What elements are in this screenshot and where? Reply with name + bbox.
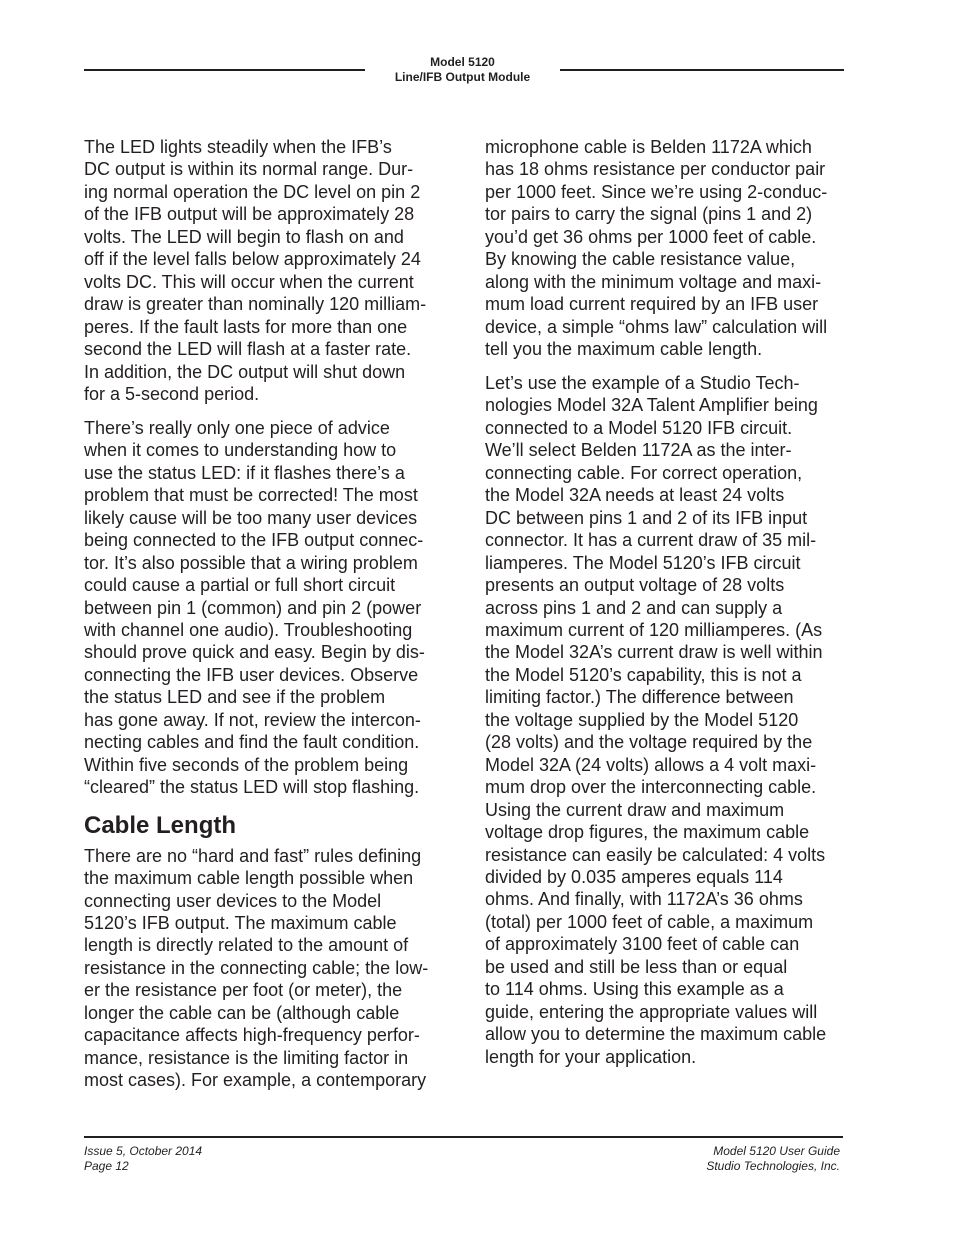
footer-right (706, 1144, 840, 1174)
text-line: when it comes to understanding how to (84, 440, 397, 461)
text-line: limiting factor.) The difference between (485, 687, 794, 708)
text-line: use the status LED: if it flashes there’s a (84, 462, 405, 483)
text-line: mum drop over the interconnecting cable. (485, 777, 817, 798)
text-line: volts DC. This will occur when the current (84, 271, 414, 292)
text-line: necting cables and find the fault condition. (84, 732, 420, 753)
text-line: the maximum cable length possible when (84, 868, 414, 889)
text-line: capacitance affects high-frequency perfor- (84, 1025, 420, 1046)
text-line: problem that must be corrected! The most (84, 485, 418, 506)
text-line: tell you the maximum cable length. (485, 339, 763, 360)
text-line: between pin 1 (common) and pin 2 (power (84, 597, 422, 618)
text-line: has 18 ohms resistance per conductor pair (485, 159, 826, 180)
text-line: length is directly related to the amount of (84, 935, 409, 956)
text-line: 5120’s IFB output. The maximum cable (84, 913, 397, 933)
section-heading: Cable Length (84, 811, 237, 839)
text-line: mum load current required by an IFB user (485, 294, 819, 315)
text-line: Within five seconds of the problem being (84, 754, 409, 775)
text-line: divided by 0.035 amperes equals 114 (485, 867, 783, 887)
text-line: could cause a partial or full short circuit (84, 575, 396, 596)
text-line: should prove quick and easy. Begin by dis- (84, 642, 425, 663)
text-line: the Model 32A needs at least 24 volts (485, 485, 785, 506)
text-line: connector. It has a current draw of 35 mil- (485, 530, 817, 551)
text-line: connected to a Model 5120 IFB circuit. (485, 417, 793, 438)
text-line: DC output is within its normal range. Dur- (84, 159, 414, 180)
text-line: per 1000 feet. Since we’re using 2-conduc- (485, 181, 828, 202)
text-line: ing normal operation the DC level on pin 2 (84, 181, 421, 202)
text-line: you’d get 36 ohms per 1000 feet of cable. (485, 226, 817, 247)
paragraph (485, 372, 827, 1068)
header-rule-right (560, 69, 844, 71)
text-line: Model 32A (24 volts) allows a 4 volt maxi- (485, 754, 817, 775)
text-line: device, a simple “ohms law” calculation will (485, 316, 828, 337)
text-line: “cleared” the status LED will stop flashing. (84, 777, 420, 798)
left-column (84, 136, 428, 1103)
text-line: the Model 5120’s capability, this is not a (485, 664, 802, 685)
text-line: resistance can easily be calculated: 4 volts (485, 844, 826, 865)
text-line: across pins 1 and 2 and can supply a (485, 597, 783, 618)
text-line: volts. The LED will begin to flash on and (84, 226, 404, 247)
text-line: along with the minimum voltage and maxi- (485, 271, 822, 292)
paragraph (84, 845, 428, 1092)
footer-page-number: Page 12 (84, 1159, 129, 1173)
text-line: DC between pins 1 and 2 of its IFB input (485, 507, 808, 528)
text-line: Using the current draw and maximum (485, 799, 785, 820)
text-line: off if the level falls below approximately 24 (84, 249, 421, 270)
text-line: voltage drop figures, the maximum cable (485, 822, 810, 843)
text-line: allow you to determine the maximum cable (485, 1024, 827, 1045)
text-line: We’ll select Belden 1172A as the inter- (485, 440, 792, 461)
text-line: to 114 ohms. Using this example as a (485, 979, 784, 1000)
text-line: of the IFB output will be approximately 28 (84, 204, 415, 225)
text-line: peres. If the fault lasts for more than one (84, 316, 408, 337)
text-line: the status LED and see if the problem (84, 687, 386, 708)
text-line: likely cause will be too many user devices (84, 507, 418, 528)
footer-company: Studio Technologies, Inc. (706, 1159, 840, 1173)
text-line: connecting user devices to the Model (84, 890, 382, 911)
text-line: the Model 32A’s current draw is well within (485, 642, 823, 663)
text-line: connecting cable. For correct operation, (485, 462, 803, 483)
text-line: second the LED will flash at a faster rate. (84, 339, 412, 360)
footer-rule (84, 1136, 843, 1138)
text-line: By knowing the cable resistance value, (485, 249, 796, 270)
text-line: There’s really only one piece of advice (84, 417, 390, 438)
paragraph (485, 136, 827, 361)
footer-left (84, 1144, 202, 1174)
text-line: draw is greater than nominally 120 milliam- (84, 294, 427, 315)
text-line: has gone away. If not, review the intercon- (84, 709, 421, 730)
footer-issue: Issue 5, October 2014 (84, 1144, 203, 1158)
text-line: mance, resistance is the limiting factor in (84, 1047, 409, 1068)
text-line: most cases). For example, a contemporary (84, 1070, 427, 1091)
text-line: In addition, the DC output will shut down (84, 361, 406, 382)
text-line: of approximately 3100 feet of cable can (485, 934, 800, 955)
text-line: the voltage supplied by the Model 5120 (485, 709, 799, 730)
text-line: microphone cable is Belden 1172A which (485, 137, 812, 157)
text-line: (total) per 1000 feet of cable, a maximum (485, 911, 814, 932)
text-line: nologies Model 32A Talent Amplifier being (485, 395, 818, 416)
header-title (365, 55, 560, 85)
right-column (485, 136, 827, 1080)
text-line: guide, entering the appropriate values will (485, 1001, 818, 1022)
header-rule-left (84, 69, 365, 71)
text-line: ohms. And finally, with 1172A’s 36 ohms (485, 889, 803, 910)
text-line: (28 volts) and the voltage required by the (485, 732, 813, 753)
header-model: Model 5120 (430, 55, 495, 69)
header-subtitle: Line/IFB Output Module (394, 70, 531, 84)
text-line: liamperes. The Model 5120’s IFB circuit (485, 552, 801, 573)
paragraph (84, 136, 428, 405)
text-line: with channel one audio). Troubleshooting (84, 620, 413, 641)
text-line: Let’s use the example of a Studio Tech- (485, 373, 800, 394)
text-line: tor. It’s also possible that a wiring problem (84, 552, 418, 573)
text-line: for a 5-second period. (84, 383, 260, 404)
text-line: The LED lights steadily when the IFB’s (84, 137, 392, 157)
text-line: connecting the IFB user devices. Observe (84, 664, 419, 685)
footer-guide-title: Model 5120 User Guide (713, 1144, 840, 1158)
text-line: There are no “hard and fast” rules defining (84, 845, 422, 866)
text-line: tor pairs to carry the signal (pins 1 and 2) (485, 204, 813, 225)
paragraph (84, 417, 428, 799)
text-line: length for your application. (485, 1046, 697, 1067)
text-line: resistance in the connecting cable; the low- (84, 957, 429, 978)
text-line: be used and still be less than or equal (485, 956, 788, 977)
text-line: er the resistance per foot (or meter), the (84, 980, 403, 1001)
text-line: presents an output voltage of 28 volts (485, 575, 785, 596)
text-line: being connected to the IFB output connec- (84, 530, 424, 551)
text-line: maximum current of 120 milliamperes. (As (485, 620, 823, 641)
text-line: longer the cable can be (although cable (84, 1002, 400, 1023)
